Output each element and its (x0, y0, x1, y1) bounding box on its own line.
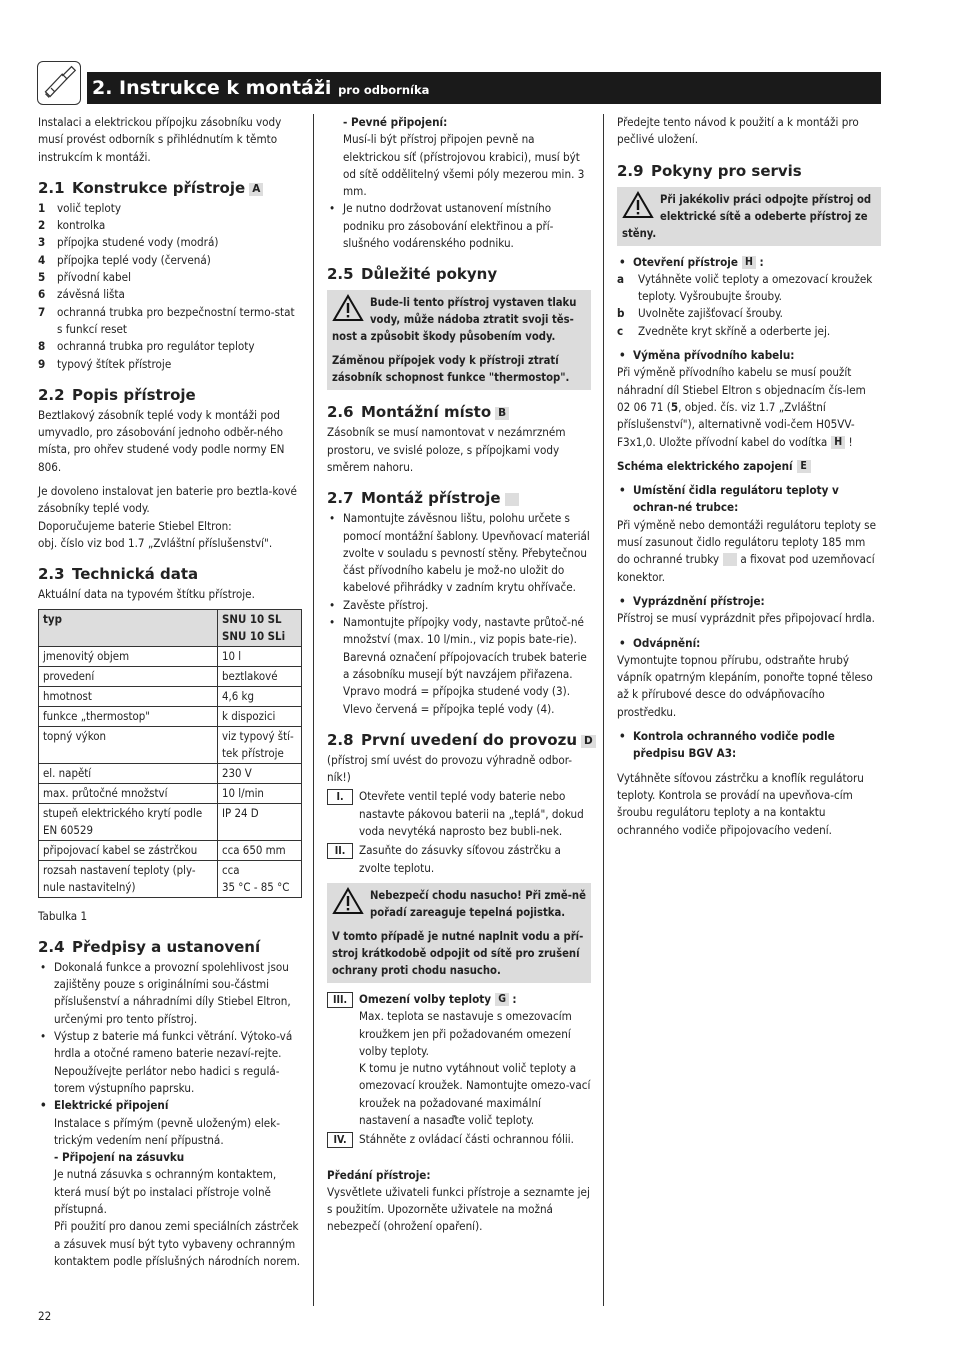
column-3 (617, 114, 881, 839)
step-item (327, 1131, 591, 1148)
table-cell: připojovací kabel se zástrčkou (39, 840, 218, 860)
section-heading-2-1 (38, 178, 302, 198)
lettered-item (617, 305, 881, 322)
item-text: Vlevo červená = přípojka teplé vody (4). (343, 701, 555, 716)
section-title: Pokyny pro servis (651, 161, 802, 180)
item-text: závěsná lišta (57, 287, 125, 302)
paragraph: Je dovoleno instalovat jen baterie pro beztla-kové zásobníky teplé vody. (38, 484, 297, 516)
item-text: ochranná trubka pro bezpečnostní termo-stat s funkcí reset (57, 304, 295, 336)
item-text: Vytáhněte volič teploty a omezovací kroužek teploty. Vyšroubujte šrouby. (638, 271, 873, 304)
item-text: přívodní kabel (57, 270, 131, 285)
table-cell: el. napětí (39, 763, 218, 783)
section-heading-2-6 (327, 402, 591, 422)
paragraph: Doporučujeme baterie Stiebel Eltron: (38, 518, 232, 533)
page-subtitle: pro odborníka (338, 83, 430, 97)
figure-tag (505, 493, 519, 506)
item-number: 7 (38, 304, 46, 319)
list-item (38, 356, 302, 373)
section-heading-2-5 (327, 264, 591, 284)
table-cell: 10 l (218, 646, 302, 666)
warning-box (617, 187, 881, 246)
item-number: 9 (38, 356, 46, 371)
screwdriver-icon (37, 61, 81, 105)
table-cell: funkce „thermostop" (39, 706, 218, 726)
warning-text: Bude-li tento přístroj vystaven tlaku vody, může nádoba ztratit svoji těs-nost a způsobit škody působením vody. (332, 296, 577, 344)
item-text: Je nutno dodržovat ustanovení místního podniku pro zásobování elektřinou a pří-slušného vodárenského podniku. (343, 201, 554, 251)
service-list (617, 728, 881, 763)
section-heading-2-3 (38, 564, 302, 584)
figure-tag: D (581, 735, 596, 748)
list-item (38, 959, 302, 1028)
item-text: Zavěste přístroj. (343, 597, 429, 612)
paragraph: Beztlakový zásobník teplé vody k montáži pod umyvadlo, pro zásobování jednoho odběr-ného místa, pro ohřev studené vody podle normy EN 806. (38, 407, 285, 474)
figure-tag: G (495, 993, 509, 1006)
text-span: ! (848, 434, 853, 449)
paragraph: Aktuální data na typovém štítku přístroje. (38, 587, 255, 602)
table-cell: k dispozici (218, 706, 302, 726)
paragraph: Předejte tento návod k použití a k montáži pro pečlivé uložení. (617, 115, 859, 147)
table-cell: beztlakové (218, 666, 302, 686)
table-cell: max. průtočné množství (39, 783, 218, 803)
item-number: 8 (38, 339, 46, 354)
list-item (327, 510, 591, 596)
item-text: ochranná trubka pro regulátor teploty (57, 339, 255, 354)
item-number: 5 (38, 270, 46, 285)
section-heading-2-4 (38, 937, 302, 957)
list-item (617, 593, 881, 610)
list-item (38, 217, 302, 234)
item-letter: b (617, 306, 625, 321)
lettered-item (617, 323, 881, 340)
step-number: I. (327, 789, 353, 805)
section-number: 2.1 (38, 178, 65, 197)
section-number: 2.4 (38, 937, 65, 956)
paragraph: Vysvětlete uživateli funkci přístroje a seznamte jej s použitím. Upozorněte uživatele na možná nebezpečí (ohrožení opaření). (327, 1184, 590, 1234)
section-title: Technická data (72, 565, 199, 584)
table-cell: 4,6 kg (218, 686, 302, 706)
section-number: 2.9 (617, 161, 644, 180)
cell-line: 35 °C - 85 °C (222, 879, 290, 894)
table-caption: Tabulka 1 (38, 908, 88, 923)
table-row (39, 706, 302, 726)
list-item (327, 597, 591, 614)
table-cell: cca 650 mm (218, 840, 302, 860)
list-item (38, 1097, 302, 1114)
paragraph: Musí-li být přístroj připojen pevně na elektrickou síť (přístrojovou krabici), musí být od sítě oddělitelný všemi póly mezerou min. 3 mm. (343, 132, 585, 199)
table-header-cell (218, 609, 302, 646)
paragraph: Přístroj se musí vyprázdnit přes připojovací hrdla. (617, 611, 875, 626)
list-item (617, 347, 881, 364)
table-cell: IP 24 D (218, 803, 302, 840)
section-title: Montážní místo (361, 403, 492, 422)
warning-box (327, 883, 591, 983)
figure-tag: H (742, 256, 756, 269)
item-letter: c (617, 323, 624, 338)
paragraph: Zásobník se musí namontovat v nezámrzném prostoru, ve svislé poloze, s přípojkami vody směrem nahoru. (327, 425, 566, 474)
regulations-list (38, 959, 302, 1063)
table-row (39, 763, 302, 783)
table-cell: hmotnost (39, 686, 218, 706)
figure-tag: H (831, 436, 845, 449)
list-item: • Otevření přístroje H : (617, 254, 881, 271)
item-title: Kontrola ochranného vodiče podle předpisu BGV A3: (633, 729, 835, 761)
section-title: Montáž přístroje (361, 489, 501, 508)
section-heading-2-8 (327, 730, 591, 750)
step-text: K tomu je nutno vytáhnout volič teploty a omezovací kroužek. Namontujte omezo-vací kroužek na požadované maximální nastavení a nasaďte volič teploty. (359, 1061, 591, 1127)
text-span: 5 (670, 399, 679, 414)
subheading: - Připojení na zásuvku (54, 1150, 185, 1165)
item-text: Namontujte přípojky vody, nastavte průtoč-né množství (max. 10 l/min., viz popis bate-rie). Barevná označení přípojovacích trubek baterie a zásobníku musejí být navzájem přiřazena. (343, 615, 587, 681)
model-name: SNU 10 SLi (222, 628, 286, 643)
text-span: , objed. čís. viz 1.7 „Zvláštní příslušenství"), alternativně vodi-čem H05VV-F3x1,0. Uložte přívodní kabel do vodítka (617, 399, 855, 449)
mounting-list (327, 510, 591, 718)
subheading (617, 458, 881, 475)
table-row (39, 860, 302, 897)
table-cell: topný výkon (39, 726, 218, 763)
page-title (92, 75, 429, 103)
warning-box (327, 290, 591, 390)
service-list (617, 593, 881, 610)
list-item (38, 200, 302, 217)
step-number: II. (327, 843, 353, 859)
section-heading-2-7 (327, 488, 591, 508)
item-text: Zvedněte kryt skříně a oderberte jej. (638, 323, 831, 338)
step-item (327, 842, 591, 877)
subheading: - Pevné připojení: (343, 115, 448, 129)
section-title: Popis přístroje (72, 385, 196, 404)
paragraph (617, 364, 881, 450)
table-cell (218, 860, 302, 897)
item-text: Výstup z baterie má funkci větrání. Výtoko-vá hrdla a otočné rameno baterie nezaví-rejte. (54, 1029, 293, 1061)
warning-icon (332, 887, 364, 915)
item-number: 6 (38, 287, 46, 302)
table-cell: 10 l/min (218, 783, 302, 803)
step-item: III. Omezení volby teploty G : Max. teplota se nastavuje s omezovacím kroužkem jen při požadovaném omezení volby teploty. K tomu je nutno vytáhnout volič teploty a omezovací kroužek. Namontujte omezo-vací kroužek na požadované maximální nastavení a nasaďte volič teploty. (327, 991, 591, 1129)
item-text: přípojka teplé vody (červená) (57, 252, 211, 267)
technical-data-table (38, 609, 302, 898)
table-cell: 230 V (218, 763, 302, 783)
table-row (39, 840, 302, 860)
step-text: Otevřete ventil teplé vody baterie nebo nastavte pákovou baterii na „teplá", dokud voda nevytéká naprosto bez bubli-nek. (359, 789, 584, 839)
electrical-list (38, 1097, 302, 1114)
paragraph: Nepoužívejte perlátor nebo hadici s regulá-torem výstupního paprsku. (54, 1063, 280, 1095)
figure-tag: A (249, 183, 263, 196)
list-item (38, 286, 302, 303)
list-item (617, 635, 881, 652)
item-title: Otevření přístroje (633, 254, 738, 269)
cell-line: cca (222, 862, 240, 877)
figure-tag: E (797, 460, 811, 473)
item-letter: a (617, 271, 625, 286)
warning-text: V tomto případě je nutné naplnit vodu a pří-stroj krátkodobě odpojit od sítě pro zrušení ochrany proti chodu nasucho. (332, 929, 584, 977)
service-list (617, 347, 881, 364)
list-item (38, 234, 302, 251)
service-list (617, 254, 881, 271)
section-number: 2.6 (327, 403, 354, 422)
paragraph: Instalace s přímým (pevně uloženým) elek-trickým vedením není přípustná. (54, 1115, 280, 1147)
list-item (617, 482, 881, 517)
list-item (38, 1028, 302, 1063)
paragraph: Při použití pro danou zemi speciálních zástrček a zásuvek musí být tyto vybaveny ochranným kontaktem podle příslušných národních norem. (54, 1219, 301, 1268)
table-row (39, 646, 302, 666)
section-title: Předpisy a ustanovení (72, 937, 261, 956)
table-row (39, 666, 302, 686)
table-header-row (39, 609, 302, 646)
table-cell: provedení (39, 666, 218, 686)
item-text: Vpravo modrá = přípojka studené vody (3). (343, 684, 571, 699)
table-cell: rozsah nastavení teploty (ply-nule nastavitelný) (39, 860, 218, 897)
list-item (327, 614, 591, 718)
paragraph (617, 517, 881, 586)
step-text: Zasuňte do zásuvky síťovou zástrčku a zvolte teplotu. (359, 843, 561, 875)
model-name: SNU 10 SL (222, 611, 282, 626)
item-text: Dokonalá funkce a provozní spolehlivost jsou zajištěny pouze s originálními sou-částmi příslušenství a náhradními díly Stiebel Eltron, určenými pro tento přístroj. (54, 959, 291, 1026)
item-text: typový štítek přístroje (57, 356, 172, 371)
page-number: 22 (38, 1309, 52, 1323)
item-text: kontrolka (57, 218, 106, 233)
item-number: 4 (38, 252, 46, 267)
item-title: Výměna přívodního kabelu: (633, 348, 795, 363)
list-item (38, 252, 302, 269)
column-1 (38, 114, 302, 1270)
column-divider (603, 114, 604, 1306)
table-cell: viz typový ští-tek přístroje (218, 726, 302, 763)
warning-text: Při jakékoliv práci odpojte přístroj od elektrické sítě a odeberte přístroj ze stěny. (622, 192, 872, 240)
item-number: 2 (38, 218, 46, 233)
item-text: přípojka studené vody (modrá) (57, 235, 219, 250)
service-list (617, 635, 881, 652)
paragraph: Vymontujte topnou přírubu, odstraňte hrubý vápník opatrným klepáním, ponořte topné těleso až k přírubové desce do odvápňovacího prostředku. (617, 652, 873, 719)
item-text: volič teploty (57, 200, 122, 215)
section-number: 2.8 (327, 730, 354, 749)
service-list (617, 482, 881, 517)
column-2 (327, 114, 591, 1236)
list-item (38, 338, 302, 355)
table-cell: jmenovitý objem (39, 646, 218, 666)
table-row (39, 686, 302, 706)
table-row (39, 726, 302, 763)
figure-tag: B (495, 407, 509, 420)
bullet-list (327, 200, 591, 252)
subheading: Předání přístroje: (327, 1167, 431, 1182)
lettered-item (617, 271, 881, 306)
item-number: 1 (38, 200, 46, 215)
step-number: III. (327, 992, 353, 1008)
list-item (38, 304, 302, 339)
figure-tag (723, 553, 737, 566)
column-divider (313, 114, 314, 1306)
item-title: Umístění čidla regulátoru teploty v ochran-né trubce: (633, 483, 839, 515)
paragraph: (přístroj smí uvést do provozu výhradně odbor-ník!) (327, 752, 573, 785)
text-span: Při výměně přívodního kabelu se musí použít náhradní díl Stiebel Eltron s objednacím čís-lem 02 06 71 ( (617, 365, 866, 414)
step-text: Stáhněte z ovládací části ochrannou fólii. (359, 1132, 574, 1147)
step-text: Max. teplota se nastavuje s omezovacím kroužkem jen při požadovaném omezení volby teploty. (359, 1009, 572, 1058)
warning-icon (622, 191, 654, 219)
list-item (617, 728, 881, 763)
table-row (39, 783, 302, 803)
section-title: První uvedení do provozu (361, 730, 577, 749)
section-title: Konstrukce přístroje (72, 178, 246, 197)
table-cell: stupeň elektrického krytí podle EN 60529 (39, 803, 218, 840)
subheading-text: Schéma elektrického zapojení (617, 458, 793, 473)
table-header-cell: typ (39, 609, 218, 646)
section-number: 2.2 (38, 385, 65, 404)
text-span: Při výměně nebo demontáži regulátoru teploty se musí zasunout čidlo regulátoru teploty 185 mm do ochranné trubky (617, 517, 877, 567)
section-heading-2-2 (38, 385, 302, 405)
section-number: 2.3 (38, 565, 65, 584)
warning-icon (332, 294, 364, 322)
list-item (38, 269, 302, 286)
section-number: 2.7 (327, 489, 354, 508)
item-number: 3 (38, 235, 46, 250)
section-title: Důležité pokyny (361, 265, 498, 284)
step-item (327, 788, 591, 840)
paragraph: Je nutná zásuvka s ochranným kontaktem, která musí být po instalaci přístroje volně přístupná. (54, 1167, 277, 1216)
section-heading-2-9 (617, 161, 881, 181)
warning-text: Nebezpečí chodu nasucho! Při změ-ně pořadí zareaguje tepelná pojistka. (370, 888, 586, 919)
section-header-bar (87, 72, 881, 104)
item-text: Uvolněte zajišťovací šrouby. (638, 306, 783, 321)
text-span: a fixovat pod uzemňovací konektor. (617, 552, 875, 584)
page-title-text: 2. Instrukce k montáži (92, 77, 332, 99)
paragraph: obj. číslo viz bod 1.7 „Zvláštní příslušenství". (38, 535, 273, 550)
warning-text: Záměnou přípojek vody k přístroji ztratí zásobník schopnost funkce "thermostop". (332, 354, 570, 385)
table-row (39, 803, 302, 840)
paragraph: Vytáhněte síťovou zástrčku a knoflík regulátoru teploty. Kontrola se provádí na upevňova-cím šroubu regulátoru teploty a na kontaktu ochranného vodiče připojovacího vedení. (617, 770, 864, 837)
item-title: Vyprázdnění přístroje: (633, 593, 765, 608)
section-number: 2.5 (327, 265, 354, 284)
item-text: Namontujte závěsnou lištu, polohu určete s pomocí montážní šablony. Upevňovací materiál zvolte v souladu s pevností stěny. Přebytečnou část přívodního kabelu je mož-no uložit do kabelové přihrádky v zadním krytu ohřívače. (343, 511, 590, 595)
item-title: Odvápnění: (633, 635, 701, 650)
intro-text: Instalaci a elektrickou přípojku zásobníku vody musí provést odborník s přihlédnutím k těmto instrukcím k montáži. (38, 115, 282, 164)
parts-list (38, 200, 302, 373)
step-number: IV. (327, 1132, 353, 1148)
step-title: Omezení volby teploty (359, 991, 492, 1006)
list-item (327, 200, 591, 252)
item-title: Elektrické připojení (54, 1098, 169, 1113)
